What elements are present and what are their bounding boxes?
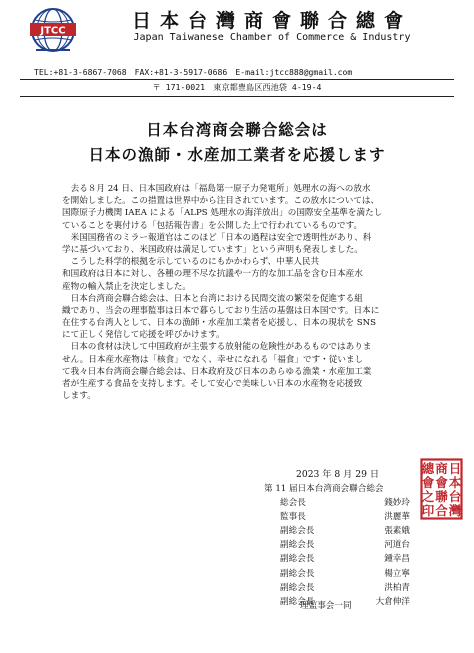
signatory-name: 鍾幸昌 [384,554,410,565]
signatory-name: 張素娥 [384,526,410,537]
signatory-row [280,496,410,510]
signatory-name: 錢妙玲 [384,498,410,508]
body-line: 在住する台湾人として、日本の漁師・水産加工業者を応援し、日本の現状を SNS [62,318,377,329]
body-line: 日本の食材は決して中国政府が主張する放射能の危険性があるものではありま [62,342,372,353]
seal-character: 本 [448,475,462,490]
body-line: します。 [62,391,96,402]
signatory-role: 総会長 [280,498,306,508]
signatory-row [280,552,410,566]
contact-info: TEL:+81-3-6867-7068 FAX:+81-3-5917-0686 E-mail:jtcc888@gmail.com [34,67,353,77]
signatory-role: 副総会長 [280,582,315,593]
signatory-role: 監事長 [280,512,306,523]
signatory-name: 楊立寧 [384,568,410,579]
seal-character: 印 [421,503,435,518]
seal-character: 台 [448,489,462,504]
organization-name-english: Japan Taiwanese Chamber of Commerce & Industry [133,32,411,43]
seal-character: 合 [435,503,448,518]
statement-body [62,183,418,402]
official-seal-stamp [420,458,463,520]
body-line: 去る８月 24 日、日本国政府は「福島第一原子力発電所」処理水の海への放水 [62,184,371,194]
signatory-role: 副総会長 [280,554,315,565]
letterhead-divider-bottom [20,96,454,97]
body-line: 国際原子力機関 IAEA による「ALPS 処理水の海洋放出」の国際安全基準を満たし [62,208,383,219]
logo-text: JTCC [40,25,66,37]
signatory-row [280,524,410,538]
board-closing: 理監事会一同 [300,601,352,611]
signatory-row [280,538,410,552]
letterhead-divider-top [20,79,454,80]
body-line: 日本台湾商会聯合総会は、日本と台湾における民間交流の繁栄を促進する組 [62,293,363,304]
body-line: て我々日本台湾商会聯合総会は、日本政府及び日本のあらゆる漁業・水産加工業 [62,366,372,377]
body-line: 和国政府は日本に対し、各種の理不尽な抗議や一方的な加工品を含む日本産水 [62,269,363,280]
body-line: こうした科学的根拠を示しているのにもかかわらず、中華人民共 [62,257,320,268]
seal-character: 灣 [448,503,462,518]
signatory-role: 副総会長 [280,568,315,579]
seal-character: 商 [435,461,448,476]
signatory-name: 大倉伸洋 [375,596,410,607]
signatory-role: 副総会長 [280,540,315,551]
body-line: せん。日本産水産物は「核食」でなく、幸せになれる「福食」です・従いまし [62,354,364,365]
body-line: ていることを裏付ける「包括報告書」を公開した上で行われているものです。 [62,220,363,231]
body-line: にて正しく発信して応援を呼びかけます。 [62,330,225,341]
document-title-line2: 日本の漁師・水産加工業者を応援します [88,145,386,164]
body-line: 者が生産する食品を支持します。そして安心で美味しい日本の水産物を応援致 [62,379,363,389]
body-line: 学に基づいており、米国政府は満足しています」という声明も発表しました。 [62,244,363,255]
signatory-row [280,510,410,524]
seal-character: 日 [448,461,462,476]
signatory-row [280,581,410,595]
postal-address: 〒 171-0021 東京都豊島区西池袋 4-19-4 [152,82,322,92]
statement-date: 2023 年 8 月 29 日 [296,469,380,480]
body-line: 米国国務省のミラー報道官はこのほど「日本の過程は安全で透明性があり、科 [62,232,372,243]
signatory-row [280,567,410,581]
seal-character: 之 [421,489,435,504]
signatory-name: 河道台 [384,540,410,551]
document-title-line1: 日本台湾商会聯合総会は [146,120,328,139]
organization-name: 日本台灣商會聯合總會 [131,10,412,32]
seal-character: 總 [421,461,435,476]
body-line: を開始しました。この措置は世界中から注目されています。この放水については、 [62,196,380,207]
body-line: 織であり、当会の理事監事は日本で暮らしており生活の基盤は日本国です。日本に [62,305,380,316]
signatory-role: 副総会長 [280,526,315,537]
body-line: 産物の輸入禁止を決定しました。 [62,281,191,292]
seal-character: 聯 [435,489,448,504]
seal-character: 會 [435,475,448,490]
signatory-name: 洪柏青 [384,582,410,593]
seal-character: 會 [421,475,435,490]
signatory-role: 副総会長 [280,596,315,607]
signatory-name: 洪麗華 [384,512,410,523]
signatory-organization: 第 11 届日本台湾商会聯合総会 [264,484,384,494]
jtcc-globe-logo [26,4,80,58]
